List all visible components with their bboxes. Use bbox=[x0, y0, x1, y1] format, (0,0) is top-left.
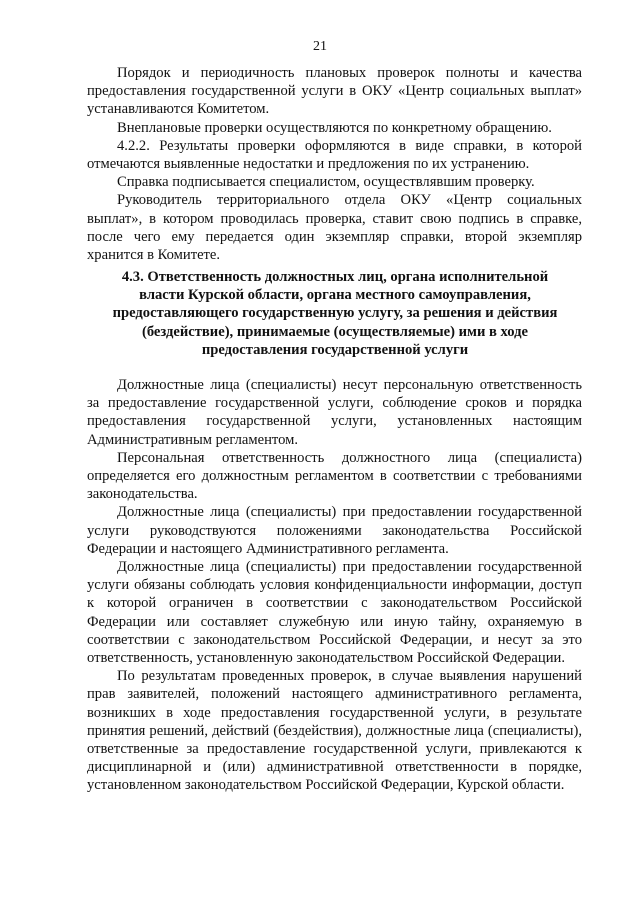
section-heading-line: предоставляющего государственную услугу, за решения и действия bbox=[112, 305, 558, 322]
section-heading bbox=[92, 268, 578, 359]
paragraph: По результатам проведенных проверок, в случае выявления нарушений прав заявителей, положений настоящего административного регламента, возникших в ходе предоставления государственной услуги, в результате принятия решений, действий (бездействия), должностные лица (специалисты), ответственные за предоставление государственной услуги, привлекаются к дисциплинарной и (или) административной ответственности в порядке, установленном законодательством Российской Федерации, Курской области. bbox=[87, 668, 582, 794]
paragraph: 4.2.2. Результаты проверки оформляются в виде справки, в которой отмечаются выявленные недостатки и предложения по их устранению. bbox=[87, 137, 582, 173]
section-heading-line: предоставления государственной услуги bbox=[201, 341, 469, 358]
section-heading-line: (бездействие), принимаемые (осуществляемые) ими в ходе bbox=[141, 323, 529, 340]
paragraph: Должностные лица (специалисты) при предоставлении государственной услуги обязаны соблюдать условия конфиденциальности информации, доступ к которой ограничен в соответствии с законодательством Российской Федерации или составляет служебную или иную тайну, охраняемую в соответствии с законодательством Российской Федерации, и несут за это ответственность, установленную законодательством Российской Федерации. bbox=[87, 559, 582, 667]
page-number: 21 bbox=[313, 39, 327, 54]
section-heading-line: 4.3. Ответственность должностных лиц, органа исполнительной bbox=[121, 269, 549, 285]
top-text-block bbox=[87, 64, 582, 264]
paragraph: Должностные лица (специалисты) при предоставлении государственной услуги руководствуются положениями законодательства Российской Федерации и настоящего Административного регламента. bbox=[87, 504, 582, 557]
paragraph: Должностные лица (специалисты) несут персональную ответственность за предоставление государственной услуги, соблюдение сроков и порядка предоставления государственной услуги, установленных настоящим Административным регламентом. bbox=[87, 377, 582, 448]
paragraph: Персональная ответственность должностного лица (специалиста) определяется его должностным регламентом в соответствии с требованиями законодательства. bbox=[87, 449, 582, 503]
paragraph: Руководитель территориального отдела ОКУ «Центр социальных выплат», в котором проводилась проверка, ставит свою подпись в справке, после чего ему передается один экземпляр справки, второй экземпляр хранится в Комитете. bbox=[87, 192, 582, 264]
paragraph: Внеплановые проверки осуществляются по конкретному обращению. bbox=[117, 119, 552, 136]
paragraph: Порядок и периодичность плановых проверок полноты и качества предоставления государственной услуги в ОКУ «Центр социальных выплат» устанавливаются Комитетом. bbox=[87, 65, 582, 118]
paragraph: Справка подписывается специалистом, осуществлявшим проверку. bbox=[117, 174, 535, 191]
bottom-text-block bbox=[87, 376, 582, 795]
section-heading-line: власти Курской области, органа местного самоуправления, bbox=[139, 287, 531, 304]
